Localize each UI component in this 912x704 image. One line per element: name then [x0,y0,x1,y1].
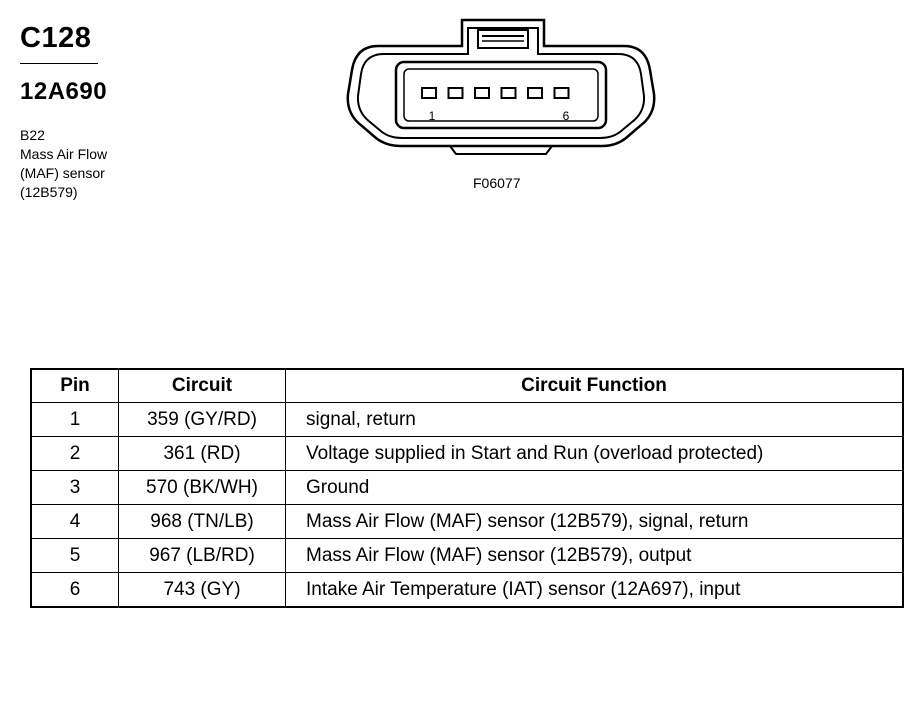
table-row [31,437,903,471]
pin-terminals [422,88,569,98]
pin-label-first: 1 [428,109,436,123]
table-row [31,573,903,608]
circuit-cell: 968 (TN/LB) [119,505,286,539]
table-header-row [31,369,903,403]
pin-terminal [502,88,516,98]
pin-cell: 6 [31,573,119,608]
table-row [31,471,903,505]
table-row [31,403,903,437]
pin-terminal [422,88,436,98]
figure-code: F06077 [473,175,521,191]
component-code: B22 [20,127,45,143]
header-pin: Pin [31,369,119,403]
circuit-cell: 570 (BK/WH) [119,471,286,505]
pin-cell: 2 [31,437,119,471]
connector-id-underline [20,63,98,64]
component-name-line-1: Mass Air Flow [20,146,108,162]
component-description [20,126,107,202]
table-row [31,539,903,573]
function-cell: Intake Air Temperature (IAT) sensor (12A697), input [286,573,904,608]
function-cell: Mass Air Flow (MAF) sensor (12B579), output [286,539,904,573]
circuit-cell: 359 (GY/RD) [119,403,286,437]
table-body [31,403,903,608]
connector-id: C128 [20,22,92,54]
component-part-ref: (12B579) [20,184,78,200]
function-cell: Mass Air Flow (MAF) sensor (12B579), signal, return [286,505,904,539]
latch-tab [478,30,528,48]
pin-terminal [528,88,542,98]
pin-function-table [30,368,904,608]
pin-cell: 4 [31,505,119,539]
component-name-line-2: (MAF) sensor [20,165,105,181]
pin-terminal [475,88,489,98]
function-cell: signal, return [286,403,904,437]
circuit-cell: 743 (GY) [119,573,286,608]
pin-cell: 3 [31,471,119,505]
part-number: 12A690 [20,78,108,105]
header-circuit: Circuit [119,369,286,403]
connector-face-diagram [340,14,660,164]
pin-label-last: 6 [562,109,570,123]
circuit-cell: 361 (RD) [119,437,286,471]
function-cell: Voltage supplied in Start and Run (overload protected) [286,437,904,471]
header-circuit-function: Circuit Function [286,369,904,403]
pin-cell: 5 [31,539,119,573]
table-row [31,505,903,539]
pin-cell: 1 [31,403,119,437]
pin-terminal [449,88,463,98]
pin-terminal [555,88,569,98]
function-cell: Ground [286,471,904,505]
circuit-cell: 967 (LB/RD) [119,539,286,573]
